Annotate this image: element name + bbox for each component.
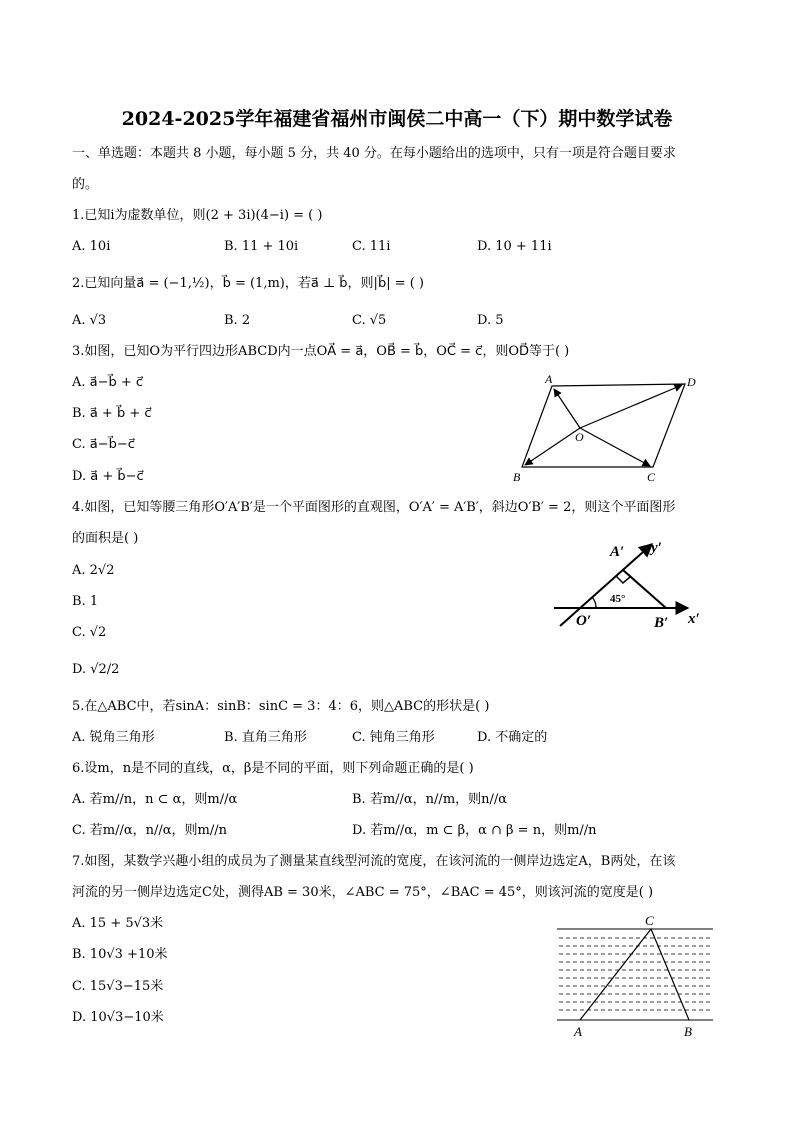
label-c: C bbox=[645, 913, 654, 928]
q7-option-c: C. 15√3−15米 bbox=[72, 979, 164, 994]
q6-option-c: C. 若m//α，n//α，则m//n bbox=[72, 823, 227, 838]
q6-option-a: A. 若m//n，n ⊂ α，则m//α bbox=[72, 792, 238, 807]
q3-option-c: C. a⃗−b⃗−c⃗ bbox=[72, 437, 135, 452]
q5-option-c: C. 钝角三角形 bbox=[352, 730, 435, 745]
label-o-prime: O′ bbox=[576, 613, 592, 629]
q4-option-d: D. √2/2 bbox=[72, 662, 120, 677]
q2-stem: 2.已知向量a⃗ = (−1,½)，b⃗ = (1,m)，若a⃗ ⊥ b⃗，则|b⃗| = ( ) bbox=[72, 276, 425, 291]
q7-option-a: A. 15 + 5√3米 bbox=[72, 916, 164, 931]
label-45-degrees: 45° bbox=[610, 593, 626, 605]
q7-stem: 7.如图，某数学兴趣小组的成员为了测量某直线型河流的宽度，在该河流的一侧岸边选定A，B两处，在该 bbox=[72, 854, 676, 869]
q4-option-b: B. 1 bbox=[72, 594, 99, 609]
q3-option-a: A. a⃗−b⃗ + c⃗ bbox=[72, 375, 144, 390]
q4-stem-cont: 的面积是( ) bbox=[72, 531, 139, 546]
q4-option-c: C. √2 bbox=[72, 625, 107, 640]
q6-stem: 6.设m，n是不同的直线，α，β是不同的平面，则下列命题正确的是( ) bbox=[72, 761, 474, 776]
label-d: D bbox=[687, 375, 696, 389]
q5-option-d: D. 不确定的 bbox=[477, 730, 548, 745]
label-a: A bbox=[574, 1024, 582, 1039]
river-width-figure bbox=[553, 912, 718, 1040]
q4-stem: 4.如图，已知等腰三角形O′A′B′是一个平面图形的直观图，O′A′ = A′B′，斜边O′B′ = 2，则这个平面图形 bbox=[72, 500, 676, 515]
label-x-prime: x′ bbox=[688, 611, 700, 627]
q6-option-b: B. 若m//α，n//m，则n//α bbox=[352, 792, 508, 807]
q2-option-d: D. 5 bbox=[477, 313, 504, 328]
label-y-prime: y′ bbox=[651, 540, 662, 556]
parallelogram-figure bbox=[505, 370, 705, 485]
q2-option-b: B. 2 bbox=[224, 313, 251, 328]
q1-option-b: B. 11 + 10i bbox=[224, 239, 299, 254]
q5-option-b: B. 直角三角形 bbox=[224, 730, 307, 745]
q7-option-d: D. 10√3−10米 bbox=[72, 1010, 164, 1025]
q3-option-d: D. a⃗ + b⃗−c⃗ bbox=[72, 469, 144, 484]
q2-option-a: A. √3 bbox=[72, 313, 107, 328]
section-heading-cont: 的。 bbox=[72, 177, 99, 192]
section-heading: 一、单选题：本题共 8 小题，每小题 5 分，共 40 分。在每小题给出的选项中，只有一项是符合题目要求 bbox=[72, 146, 676, 161]
q5-option-a: A. 锐角三角形 bbox=[72, 730, 155, 745]
q6-option-d: D. 若m//α，m ⊂ β，α ∩ β = n，则m//n bbox=[352, 823, 597, 838]
isosceles-triangle-figure bbox=[548, 536, 718, 632]
label-o: O bbox=[575, 430, 584, 444]
label-b: B bbox=[684, 1024, 692, 1039]
label-b-prime: B′ bbox=[654, 615, 669, 631]
page-title: 2024-2025学年福建省福州市闽侯二中高一（下）期中数学试卷 bbox=[121, 108, 673, 130]
q7-option-b: B. 10√3 +10米 bbox=[72, 947, 168, 962]
q7-stem-cont: 河流的另一侧岸边选定C处，测得AB = 30米，∠ABC = 75°，∠BAC = 45°，则该河流的宽度是( ) bbox=[72, 885, 654, 900]
label-a-prime: A′ bbox=[610, 544, 625, 560]
q1-option-a: A. 10i bbox=[72, 239, 111, 254]
q5-stem: 5.在△ABC中，若sinA：sinB：sinC = 3：4：6，则△ABC的形状是( ) bbox=[72, 699, 490, 714]
q4-option-a: A. 2√2 bbox=[72, 563, 115, 578]
label-b: B bbox=[513, 470, 521, 484]
label-c: C bbox=[647, 470, 656, 484]
label-a: A bbox=[545, 372, 553, 386]
q1-option-d: D. 10 + 11i bbox=[477, 239, 552, 254]
q2-option-c: C. √5 bbox=[352, 313, 387, 328]
q1-stem: 1.已知i为虚数单位，则(2 + 3i)(4−i) = ( ) bbox=[72, 208, 323, 223]
q1-option-c: C. 11i bbox=[352, 239, 391, 254]
q3-stem: 3.如图，已知O为平行四边形ABCD内一点OA⃗ = a⃗，OB⃗ = b⃗，OC⃗ = c⃗，则OD⃗等于( ) bbox=[72, 344, 570, 359]
q3-option-b: B. a⃗ + b⃗ + c⃗ bbox=[72, 406, 152, 421]
